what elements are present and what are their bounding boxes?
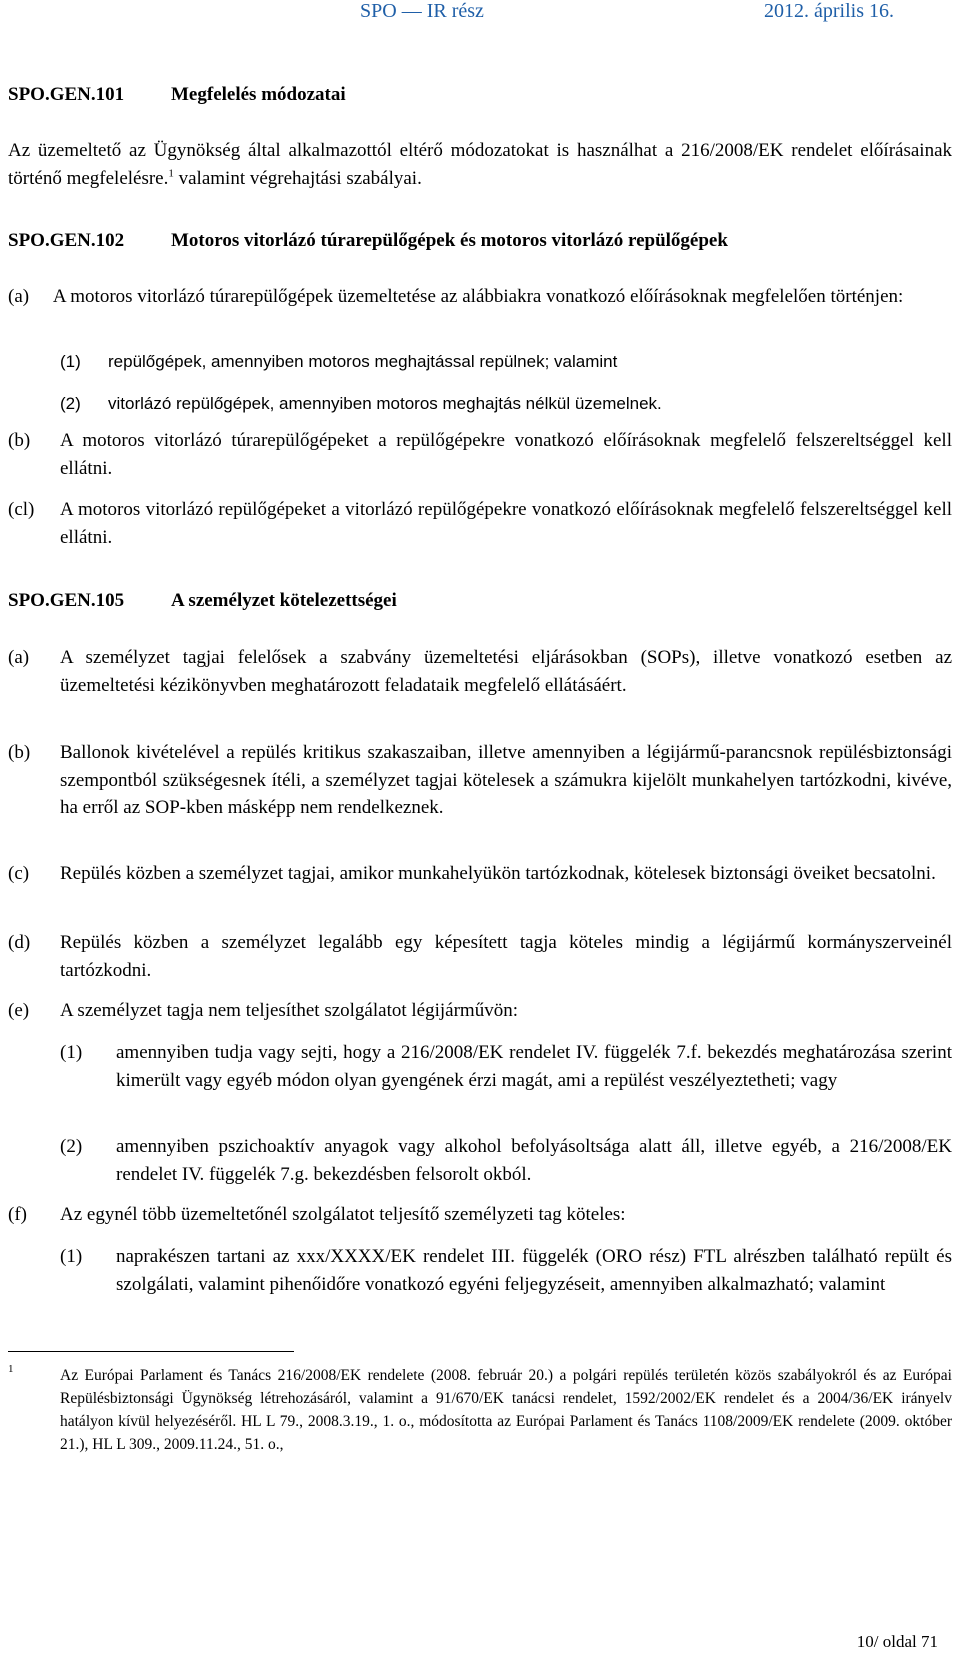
footnote-reference[interactable]: 1 — [168, 167, 174, 180]
section-code: SPO.GEN.102 — [8, 230, 125, 251]
list-item: Ballonok kivételével a repülés kritikus szakaszaiban, illetve amennyiben a légijármű-parancsnok repülésbiztonsági szempontból szükségesnek ítéli, a személyzet tagjai kötelesek a számukra kijelölt munkahelyen tartózkodni, kivéve, ha erről az SOP-kben másképp nem rendelkeznek. — [60, 742, 952, 818]
list-label: (2) — [60, 394, 81, 413]
list-label: (c) — [8, 863, 30, 884]
list-label: (cl) — [8, 499, 35, 520]
section-heading-101 — [8, 84, 346, 106]
list-item: naprakészen tartani az xxx/XXXX/EK rendelet III. függelék (ORO rész) FTL alrészben található repült és szolgálati, valamint pihenőidőre vonatkozó egyéni feljegyzéseit, amennyiben alkalmazható; valamint — [116, 1246, 952, 1295]
list-item: A személyzet tagja nem teljesíthet szolgálatot légijárművön: — [60, 1000, 518, 1021]
section-title: Megfelelés módozatai — [171, 84, 346, 105]
section-title: Motoros vitorlázó túrarepülőgépek és motoros vitorlázó repülőgépek — [171, 230, 728, 251]
list-label: (1) — [60, 1246, 83, 1267]
list-item: amennyiben pszichoaktív anyagok vagy alkohol befolyásoltsága alatt áll, illetve egyéb, a 216/2008/EK rendelet IV. függelék 7.g. bekezdésben felsorolt okból. — [116, 1136, 952, 1185]
section-heading-102 — [8, 230, 728, 252]
list-label: (e) — [8, 1000, 30, 1021]
page-number: 10/ oldal 71 — [856, 1632, 938, 1651]
section-code: SPO.GEN.101 — [8, 84, 125, 105]
footnote-divider — [8, 1351, 294, 1352]
list-item: repülőgépek, amennyiben motoros meghajtással repülnek; valamint — [108, 352, 618, 371]
list-item: Repülés közben a személyzet tagjai, amikor munkahelyükön tartózkodnak, kötelesek biztonsági öveiket becsatolni. — [60, 863, 936, 884]
page-header — [0, 0, 960, 26]
section-code: SPO.GEN.105 — [8, 590, 125, 611]
list-item: Repülés közben a személyzet legalább egy képesített tagja köteles mindig a légijármű kormányszerveinél tartózkodni. — [60, 932, 952, 981]
list-item: A személyzet tagjai felelősek a szabvány üzemeltetési eljárásokban (SOPs), illetve vonatkozó esetben az üzemeltetési kézikönyvben meghatározott feladataik megfelelő ellátásáért. — [60, 647, 952, 696]
list-label: (2) — [60, 1136, 83, 1157]
paragraph-a: (a) A motoros vitorlázó túrarepülőgépek üzemeltetése az alábbiakra vonatkozó előírásoknak megfelelően történjen: — [8, 286, 904, 307]
list-label: (d) — [8, 932, 31, 953]
header-document-title: SPO — IR rész — [360, 0, 484, 22]
footnote-text: Az Európai Parlament és Tanács 216/2008/EK rendelete (2008. február 20.) a polgári repülés területén közös szabályokról és az Európai Repülésbiztonsági Ügynökség létrehozásáról, valamint a 91/670/EK tanácsi rendelet, 1592/2002/EK rendelet és a 2004/36/EK irányelv hatályon kívül helyezéséről. HL L 79., 2008.3.19., 1. o., módosította az Európai Parlament és Tanács 1108/2009/EK rendelete (2009. október 21.), HL L 309., 2009.11.24., 51. o., — [60, 1367, 952, 1453]
section-title: A személyzet kötelezettségei — [171, 590, 397, 611]
list-label: (f) — [8, 1204, 27, 1225]
section-heading-105 — [8, 590, 397, 612]
paragraph: Az üzemeltető az Ügynökség által alkalmazottól eltérő módozatokat is használhat a 216/2008/EK rendelet előírásainak történő megfelelésre.$^1$ valamint végrehajtási szabályai. — [8, 140, 952, 189]
footnote-mark: 1 — [8, 1363, 14, 1375]
list-item: A motoros vitorlázó túrarepülőgépeket a repülőgépekre vonatkozó előírásoknak megfelelő felszereltséggel kell ellátni. — [60, 430, 952, 479]
list-label: (1) — [60, 352, 81, 371]
header-date: 2012. április 16. — [764, 0, 894, 22]
list-label: (b) — [8, 430, 31, 451]
list-label: (1) — [60, 1042, 83, 1063]
list-item: Az egynél több üzemeltetőnél szolgálatot teljesítő személyzeti tag köteles: — [60, 1204, 626, 1225]
list-item: vitorlázó repülőgépek, amennyiben motoros meghajtás nélkül üzemelnek. — [108, 394, 662, 413]
list-label: (a) — [8, 647, 30, 668]
list-label: (b) — [8, 742, 31, 763]
list-item: A motoros vitorlázó repülőgépeket a vitorlázó repülőgépekre vonatkozó előírásoknak megfelelő felszereltséggel kell ellátni. — [60, 499, 952, 548]
list-item: amennyiben tudja vagy sejti, hogy a 216/2008/EK rendelet IV. függelék 7.f. bekezdés meghatározása szerint kimerült vagy egyéb módon olyan gyengének érzi magát, ami a repülést veszélyeztetheti; vagy — [116, 1042, 952, 1091]
